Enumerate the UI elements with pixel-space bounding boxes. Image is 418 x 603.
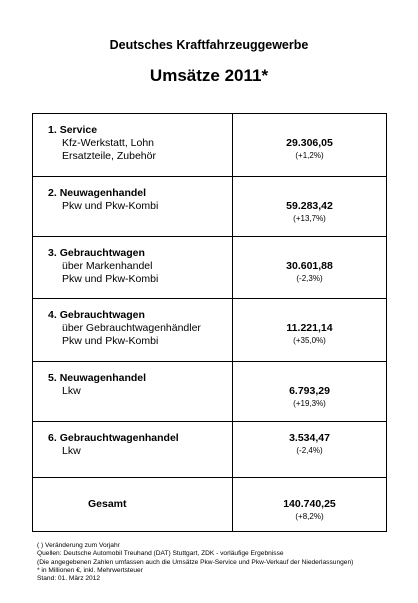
revenue-value: 11.221,14 [286,322,333,334]
revenue-value: 59.283,42 [286,200,333,212]
category-detail: Pkw und Pkw-Kombi [62,200,159,212]
category-heading: Gebrauchtwagen [59,309,145,321]
category-cell [48,187,158,213]
table-row [33,236,386,299]
change-percent: (+13,7%) [293,214,326,223]
category-heading: Gebrauchtwagen [59,247,145,259]
total-value: 140.740,25 [283,498,336,510]
category-detail: über Gebrauchtwagenhändler [62,322,201,334]
revenue-value: 3.534,47 [289,432,330,444]
footnote-line: * in Millionen €, inkl. Mehrwertsteuer [37,566,143,574]
category-cell [48,247,158,286]
document-subtitle: Deutsches Kraftfahrzeuggewerbe [109,38,309,52]
footnote-line: Stand: 01. März 2012 [37,575,101,583]
sales-table [32,113,387,532]
total-label: Gesamt [88,498,127,510]
table-row [33,421,386,478]
footnote-line: Quellen: Deutsche Automobil Treuhand (DAT) Stuttgart, ZDK - vorläufige Ergebnisse [37,550,284,558]
row-number: 5. [48,372,57,384]
change-percent: (-2,3%) [296,274,323,283]
change-percent: (-2,4%) [296,446,323,455]
document-title: Umsätze 2011* [149,66,269,85]
category-detail: Pkw und Pkw-Kombi [62,335,159,347]
category-detail: Pkw und Pkw-Kombi [62,273,159,285]
category-detail: Ersatzteile, Zubehör [62,150,156,162]
category-cell [48,432,179,458]
category-detail: Lkw [62,445,81,457]
footnote-line: (Die angegebenen Zahlen umfassen auch die Umsätze Pkw-Service und Pkw-Verkauf der Niederlassungen) [37,558,354,566]
revenue-value: 6.793,29 [289,385,330,397]
change-percent: (+1,2%) [295,151,324,160]
category-detail: Kfz-Werkstatt, Lohn [62,137,155,149]
row-number: 4. [48,309,57,321]
category-heading: Neuwagenhandel [59,372,147,384]
table-row [33,298,386,362]
row-number: 1. [48,124,57,136]
total-row [33,477,386,532]
category-heading: Service [59,124,98,136]
revenue-value: 29.306,05 [286,137,333,149]
row-number: 3. [48,247,57,259]
row-number: 2. [48,187,57,199]
total-change: (+8,2%) [295,512,324,521]
category-detail: über Markenhandel [62,260,153,272]
category-cell [48,309,201,348]
footnotes [37,542,417,583]
row-number: 6. [48,432,57,444]
category-heading: Gebrauchtwagenhandel [59,432,179,444]
table-row [33,176,386,237]
table-row [33,114,386,176]
footnote-line: ( ) Veränderung zum Vorjahr [37,542,120,549]
category-cell [48,372,146,398]
table-row [33,361,386,422]
category-detail: Lkw [62,385,81,397]
category-heading: Neuwagenhandel [59,187,147,199]
category-cell [48,124,156,163]
change-percent: (+35,0%) [293,336,326,345]
revenue-value: 30.601,88 [286,260,333,272]
change-percent: (+19,3%) [293,399,326,408]
